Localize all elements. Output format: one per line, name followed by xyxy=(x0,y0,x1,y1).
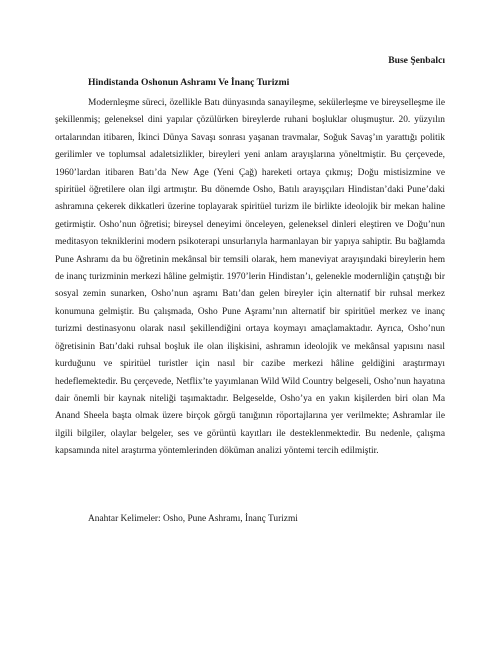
document-title: Hindistanda Oshonun Ashramı Ve İnanç Turizmi xyxy=(88,77,290,88)
author-name: Buse Şenbalcı xyxy=(388,55,445,66)
abstract-paragraph: Modernleşme süreci, özellikle Batı dünyasında sanayileşme, sekülerleşme ve bireyselleşme ile şekillenmiş; geleneksel dini yapılar çözülürken bireylerde ruhani boşluklar oluşmuştur. 20. yüzyılın ortalarından itibaren, İkinci Dünya Savaşı sonrası yaşanan travmalar, Soğuk Savaş’ın yarattığı politik gerilimler ve toplumsal adaletsizlikler, bireyleri yeni anlam arayışlarına yöneltmiştir. Bu çerçevede, 1960’lardan itibaren Batı’da New Age (Yeni Çağ) hareketi ortaya çıkmış; Doğu mistisizmine ve spiritüel öğretilere olan ilgi artmıştır. Bu dönemde Osho, Batılı arayışçıları Hindistan’daki Pune’daki ashramına çekerek dikkatleri üzerine toplayarak spiritüel turizm ile birlikte ideolojik bir mekan haline getirmiştir. Osho’nun öğretisi; bireysel deneyimi önceleyen, geleneksel dinleri eleştiren ve Doğu’nun meditasyon tekniklerini modern psikoterapi unsurlarıyla harmanlayan bir yapıya sahiptir. Bu bağlamda Pune Ashramı da bu öğretinin mekânsal bir temsili olarak, hem maneviyat arayışındaki bireylerin hem de inanç turizminin merkezi hâline gelmiştir. 1970’lerin Hindistan’ı, gelenekle modernliğin çatıştığı bir sosyal zemin sunarken, Osho’nun aşramı Batı’dan gelen bireyler için alternatif bir ruhsal merkez konumuna gelmiştir. Bu çalışmada, Osho Pune Aşramı’nın alternatif bir spiritüel merkez ve inanç turizmi destinasyonu olarak nasıl şekillendiğini ortaya koymayı amaçlamaktadır. Ayrıca, Osho’nun öğretisinin Batı’daki ruhsal boşluk ile olan ilişkisini, ashramın ideolojik ve mekânsal yapısını nasıl kurduğunu ve spiritüel turistler için nasıl bir cazibe merkezi hâline geldiğini araştırmayı hedeflemektedir. Bu çerçevede, Netflix’te yayımlanan Wild Wild Country belgeseli, Osho’nun hayatına dair önemli bir kaynak niteliği taşımaktadır. Belgeselde, Osho’ya en yakın kişilerden biri olan Ma Anand Sheela başta olmak üzere birçok görgü tanığının röportajlarına yer verilmekte; Ashramlar ile ilgili bilgiler, olaylar belgeler, ses ve görüntü kayıtları ile desteklenmektedir. Bu nedenle, çalışma kapsamında nitel araştırma yöntemlerinden döküman analizi yöntemi tercih edilmiştir. xyxy=(55,98,445,457)
abstract-section xyxy=(55,95,445,461)
keywords-line: Anahtar Kelimeler: Osho, Pune Ashramı, İnanç Turizmi xyxy=(88,514,298,524)
